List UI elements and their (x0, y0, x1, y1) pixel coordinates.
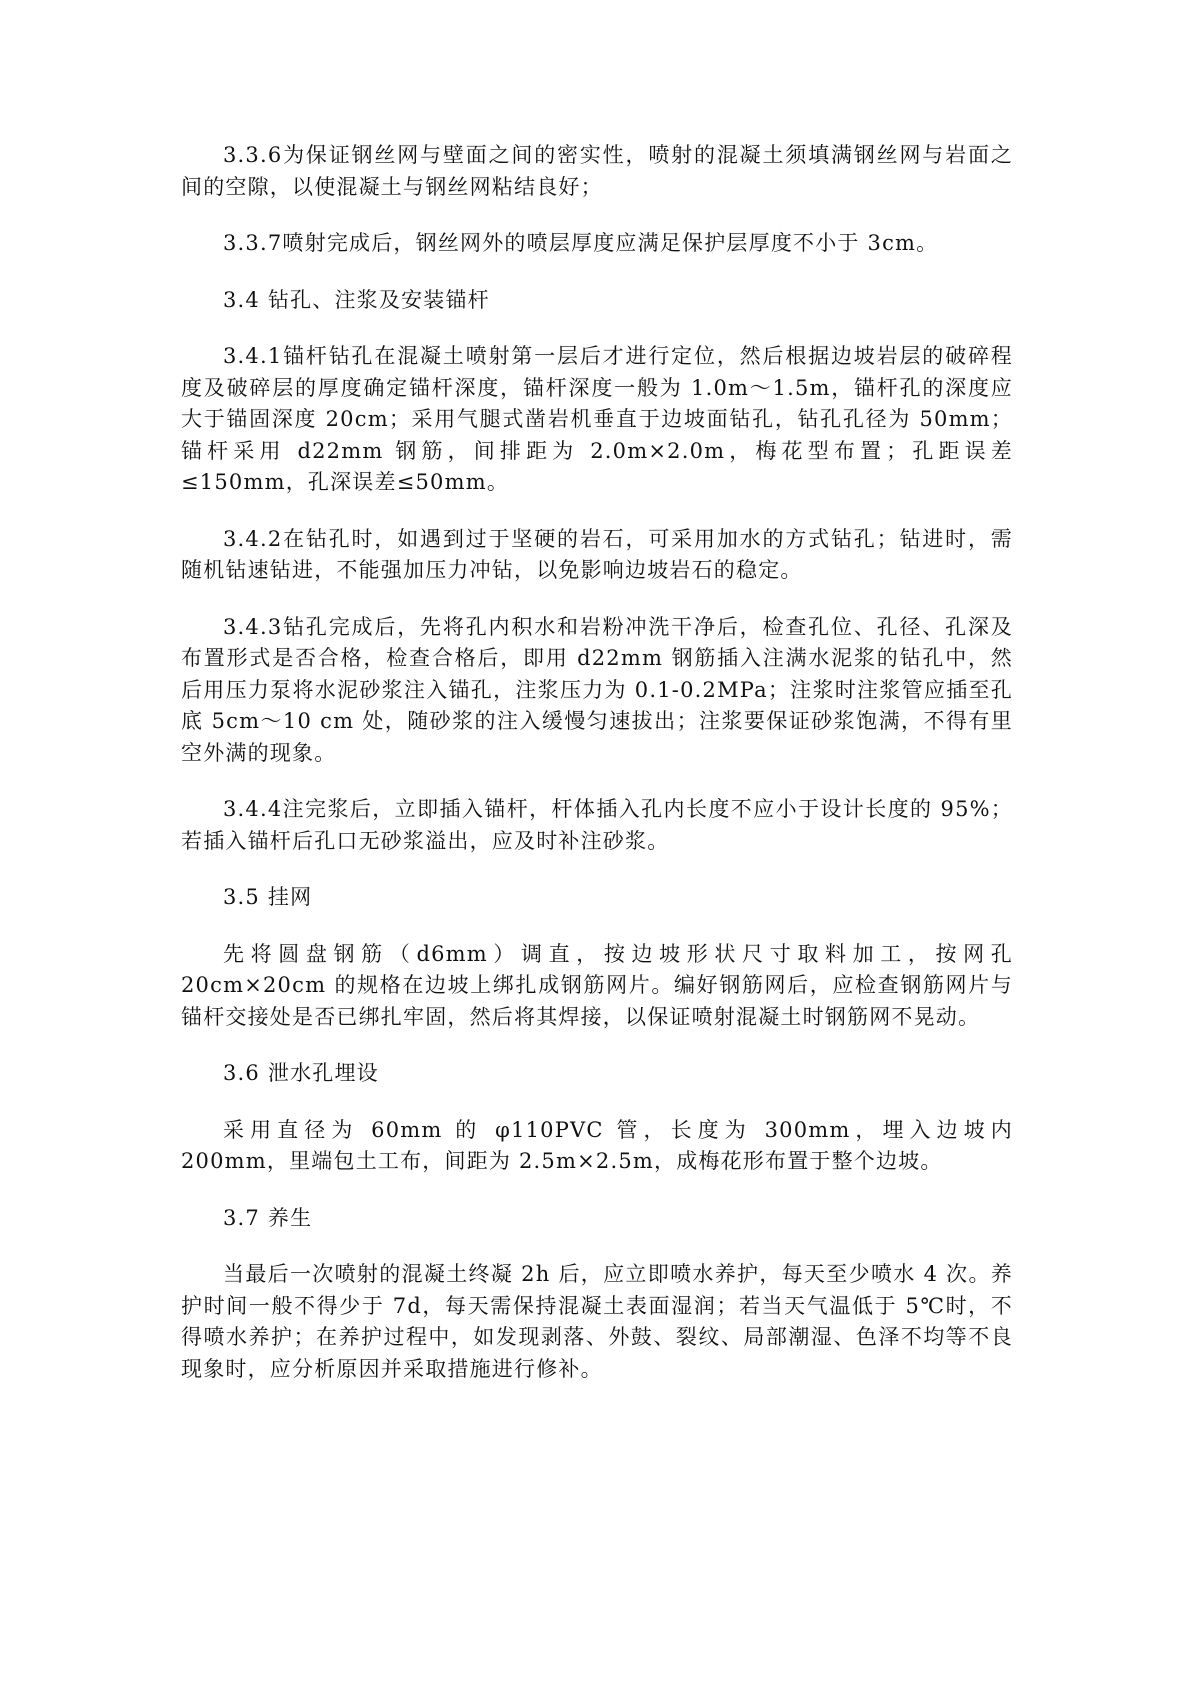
heading-3-7: 3.7 养生 (223, 1205, 313, 1230)
para-3-4-3: 3.4.3钻孔完成后，先将孔内积水和岩粉冲洗干净后，检查孔位、孔径、孔深及布置形式是否合格，检查合格后，即用 d22mm 钢筋插入注满水泥浆的钻孔中，然后用压力泵将水泥砂浆注入锚孔，注浆压力为 0.1-0.2MPa；注浆时注浆管应插至孔底 5cm～10 cm 处，随砂浆的注入缓慢匀速拔出；注浆要保证砂浆饱满，不得有里空外满的现象。 (181, 614, 1013, 765)
para-3-6: 采用直径为 60mm 的 φ110PVC 管，长度为 300mm，埋入边坡内 200mm，里端包土工布，间距为 2.5m×2.5m，成梅花形布置于整个边坡。 (181, 1117, 1013, 1173)
para-3-4-2: 3.4.2在钻孔时，如遇到过于坚硬的岩石，可采用加水的方式钻孔；钻进时，需随机钻速钻进，不能强加压力冲钻，以免影响边坡岩石的稳定。 (181, 526, 1013, 582)
document-body (181, 140, 1013, 1410)
para-3-3-6: 3.3.6为保证钢丝网与壁面之间的密实性，喷射的混凝土须填满钢丝网与岩面之间的空隙，以使混凝土与钢丝网粘结良好； (181, 143, 1013, 199)
heading-3-4: 3.4 钻孔、注浆及安装锚杆 (223, 287, 490, 312)
heading-3-6: 3.6 泄水孔埋设 (223, 1061, 379, 1085)
para-3-3-7: 3.3.7喷射完成后，钢丝网外的喷层厚度应满足保护层厚度不小于 3cm。 (223, 231, 939, 255)
para-3-5: 先将圆盘钢筋（d6mm）调直，按边坡形状尺寸取料加工，按网孔 20cm×20cm 的规格在边坡上绑扎成钢筋网片。编好钢筋网后，应检查钢筋网片与锚杆交接处是否已绑扎牢固，然后将其焊接，以保证喷射混凝土时钢筋网不晃动。 (181, 941, 1013, 1029)
para-3-4-4: 3.4.4注完浆后，立即插入锚杆，杆体插入孔内长度不应小于设计长度的 95%；若插入锚杆后孔口无砂浆溢出，应及时补注砂浆。 (181, 797, 1013, 853)
heading-3-5: 3.5 挂网 (223, 885, 313, 909)
para-3-7: 当最后一次喷射的混凝土终凝 2h 后，应立即喷水养护，每天至少喷水 4 次。养护时间一般不得少于 7d，每天需保持混凝土表面湿润；若当天气温低于 5℃时，不得喷水养护；在养护过程中，如发现剥落、外鼓、裂纹、局部潮湿、色泽不均等不良现象时，应分析原因并采取措施进行修补。 (181, 1262, 1013, 1381)
para-3-4-1: 3.4.1锚杆钻孔在混凝土喷射第一层后才进行定位，然后根据边坡岩层的破碎程度及破碎层的厚度确定锚杆深度，锚杆深度一般为 1.0m～1.5m，锚杆孔的深度应大于锚固深度 20cm；采用气腿式凿岩机垂直于边坡面钻孔，钻孔孔径为 50mm；锚杆采用 d22mm 钢筋，间排距为 2.0m×2.0m，梅花型布置；孔距误差≤150mm，孔深误差≤50mm。 (181, 344, 1013, 494)
